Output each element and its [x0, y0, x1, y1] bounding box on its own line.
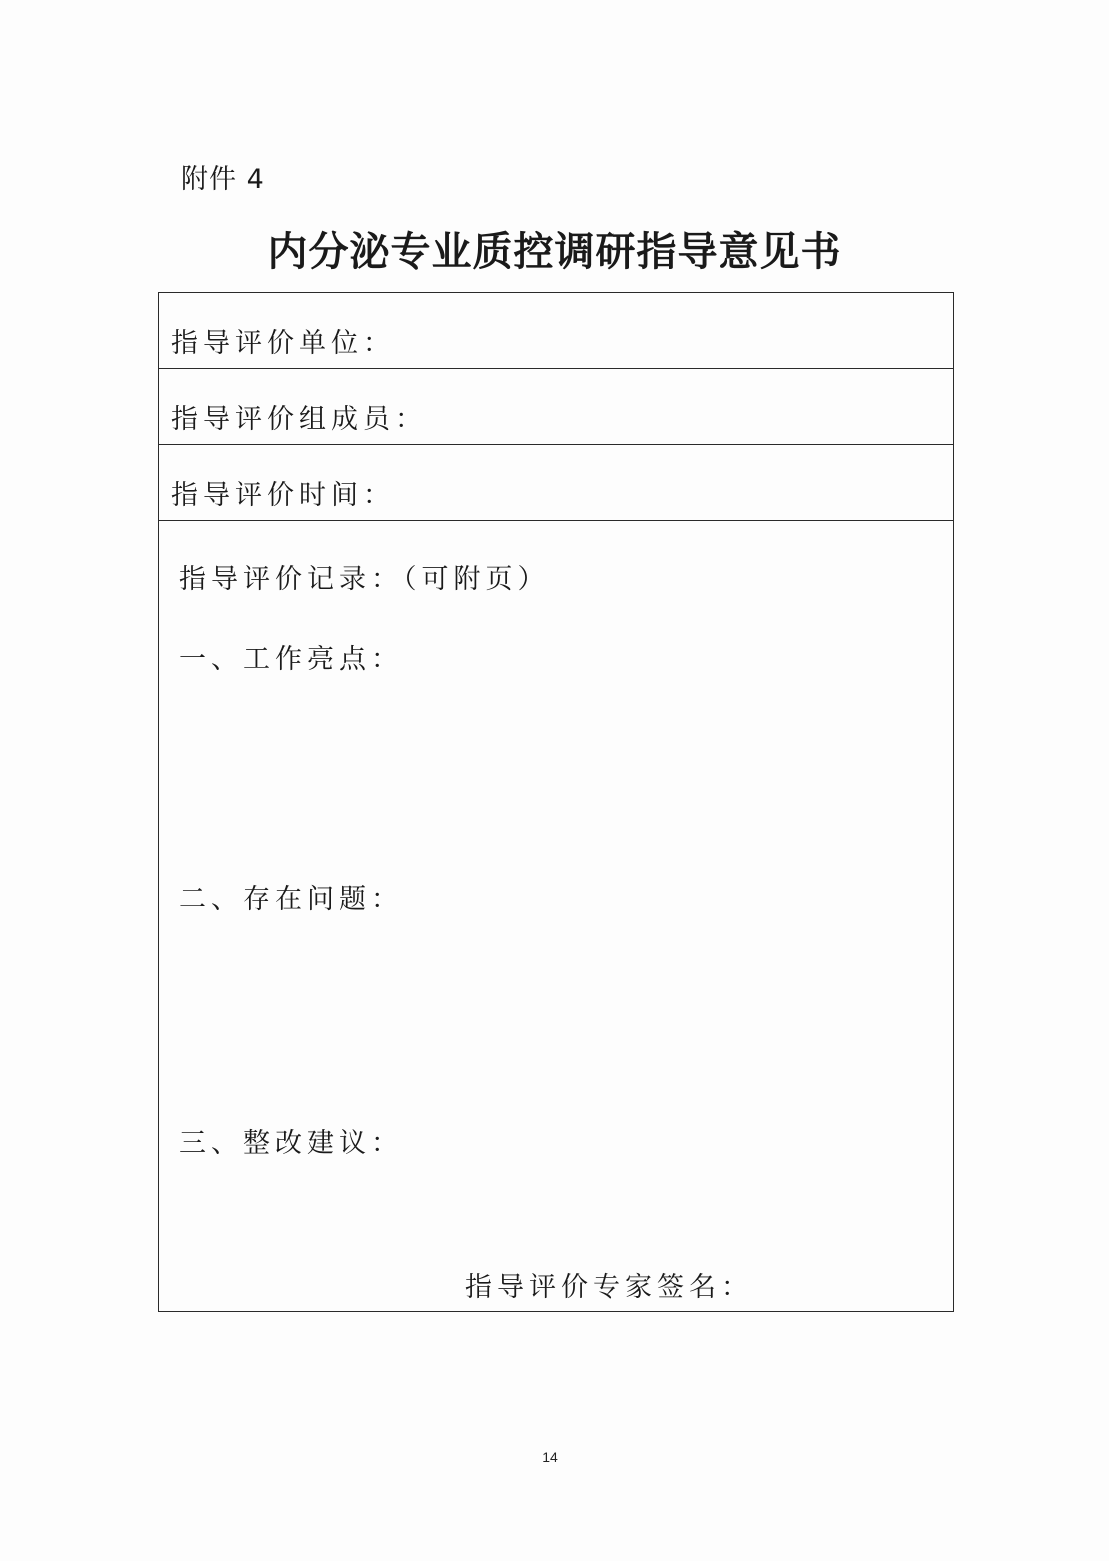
section-suggestions: 三、整改建议： [179, 1128, 403, 1159]
signature-label: 指导评价专家签名： [465, 1272, 753, 1303]
members-label: 指导评价组成员： [171, 404, 427, 435]
page-title: 内分泌专业质控调研指导意见书 [267, 228, 842, 275]
record-area[interactable] [159, 521, 953, 1311]
unit-row[interactable] [159, 293, 953, 369]
evaluation-form-table [158, 292, 954, 1312]
members-row[interactable] [159, 369, 953, 445]
attachment-label: 附件 4 [181, 164, 265, 195]
section-highlights: 一、工作亮点： [179, 644, 403, 675]
time-row[interactable] [159, 445, 953, 521]
time-label: 指导评价时间： [171, 480, 395, 511]
unit-label: 指导评价单位： [171, 328, 395, 359]
record-label: 指导评价记录：（可附页） [179, 564, 550, 595]
page-number: 14 [542, 1449, 558, 1465]
section-problems: 二、存在问题： [179, 884, 403, 915]
